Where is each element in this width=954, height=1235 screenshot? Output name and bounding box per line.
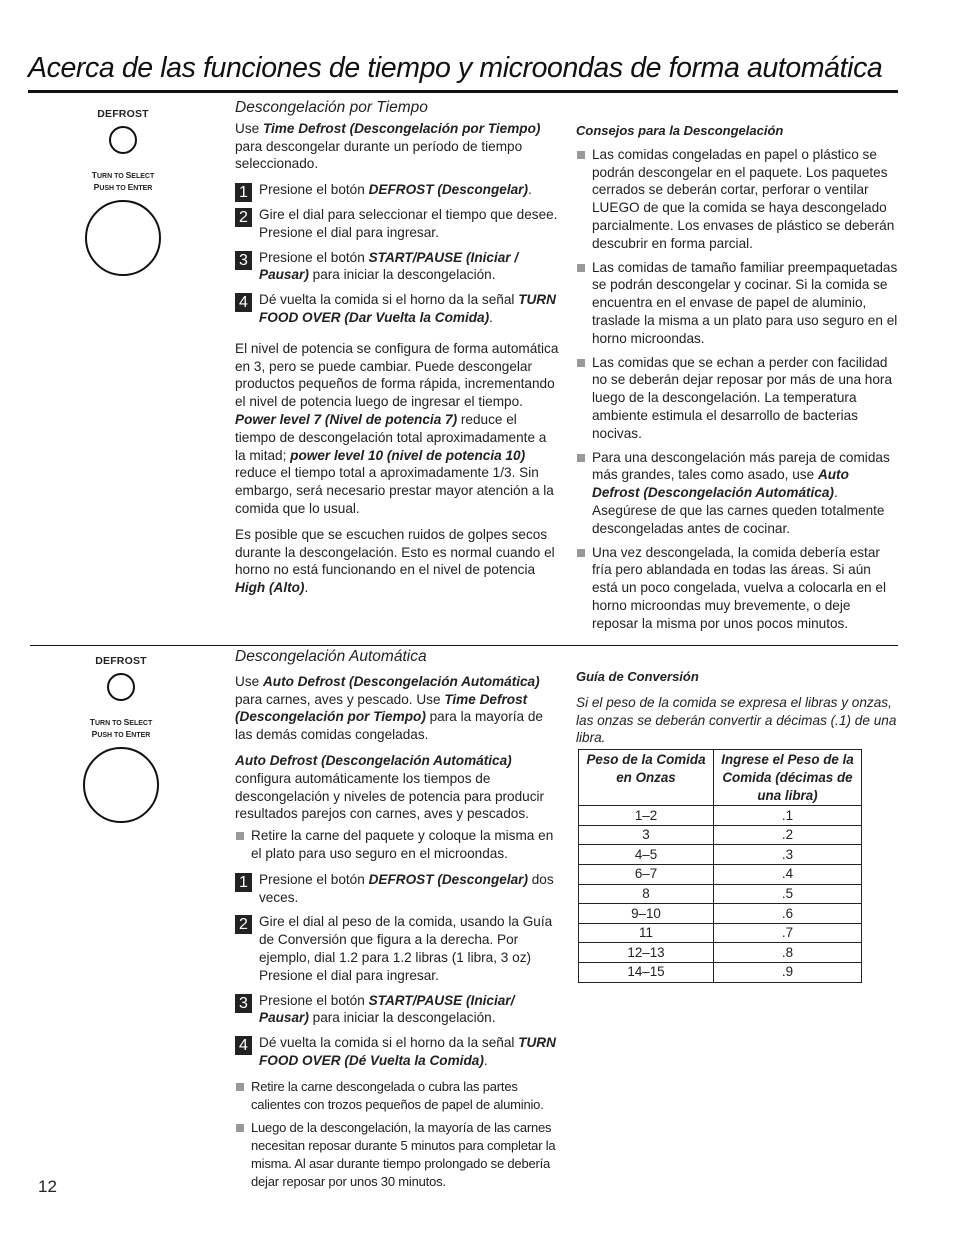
defrost-label: DEFROST <box>95 655 147 667</box>
table-row: 14–15 .9 <box>579 962 862 982</box>
table-row: 12–13 .8 <box>579 943 862 963</box>
conversion-heading: Guía de Conversión <box>576 669 699 684</box>
auto-defrost-bullet: Luego de la descongelación, la mayoría de las carnes necesitan reposar durante 5 minutos para completar la misma. Al asar durante tiempo prolongado se debería dejar reposar por unos 30 minutos. <box>235 1119 560 1190</box>
section-divider <box>30 645 898 646</box>
auto-defrost-bullet: Retire la carne del paquete y coloque la misma en el plato para uso seguro en el microondas. <box>235 827 560 863</box>
page-number: 12 <box>38 1177 57 1196</box>
dial-label: TURN TO SELECT PUSH TO ENTER <box>89 717 153 739</box>
table-row: 1–2 .1 <box>579 806 862 826</box>
time-defrost-heading: Descongelación por Tiempo <box>235 99 428 116</box>
dial-icon <box>85 200 161 276</box>
defrost-button-icon <box>109 126 137 154</box>
control-panel-auto-defrost <box>78 655 164 823</box>
time-defrost-section <box>235 99 560 605</box>
auto-defrost-step: 3 Presione el botón START/PAUSE (Iniciar/ Pausar) para iniciar la descongelación. <box>235 992 560 1028</box>
noise-paragraph: Es posible que se escuchen ruidos de golpes secos durante la descongelación. Esto es normal cuando el horno no está funcionando en el nivel de potencia High (Alto). <box>235 526 555 596</box>
tip-item: Las comidas de tamaño familiar preempaquetadas se podrán descongelar y cocinar. Si la comida se encuentra en el envase de papel de aluminio, traslade la misma a un plato para uso seguro en el horno microondas. <box>576 259 898 348</box>
auto-defrost-description: Auto Defrost (Descongelación Automática) configura automáticamente los tiempos de descongelación y niveles de potencia para producir resultados parejos con carnes, aves y pescados. <box>235 752 545 822</box>
time-defrost-step: 2 Gire el dial para seleccionar el tiempo que desee. Presione el dial para ingresar. <box>235 206 560 242</box>
control-panel-time-defrost <box>80 108 166 276</box>
table-row: 11 .7 <box>579 923 862 943</box>
dial-icon <box>83 747 159 823</box>
title-rule <box>28 90 898 93</box>
conversion-note: Si el peso de la comida se expresa el libras y onzas, las onzas se deberán convertir a décimas (.1) de una libra. <box>576 694 897 746</box>
tip-item: Las comidas que se echan a perder con facilidad no se deberán dejar reposar por más de una hora luego de la descongelación. La temperatura ambiente estimula el desarrollo de bacterias nocivas. <box>576 354 898 443</box>
auto-defrost-step: 4 Dé vuelta la comida si el horno da la señal TURN FOOD OVER (Dé Vuelta la Comida). <box>235 1034 560 1070</box>
table-row: 8 .5 <box>579 884 862 904</box>
tip-item: Las comidas congeladas en papel o plástico se podrán descongelar en el paquete. Los paquetes cerrados se deberán cortar, perforar o ventilar LUEGO de que la comida se haya descongelado parcialmente. Los envases de plástico se deberán descubrir en forma parcial. <box>576 146 898 253</box>
auto-defrost-intro: Use Auto Defrost (Descongelación Automática) para carnes, aves y pescado. Use Time Defrost (Descongelación por Tiempo) para la mayoría de las demás comidas congeladas. <box>235 673 543 743</box>
page-title: Acerca de las funciones de tiempo y microondas de forma automática <box>28 52 883 84</box>
auto-defrost-section <box>235 648 560 1197</box>
time-defrost-step: 1 Presione el botón DEFROST (Descongelar). <box>235 181 560 199</box>
tip-item: Para una descongelación más pareja de comidas más grandes, tales como asado, use Auto Defrost (Descongelación Automática). Asegúrese de que las carnes queden totalmente descongeladas antes de cocinar. <box>576 449 898 538</box>
tips-heading: Consejos para la Descongelación <box>576 123 784 138</box>
defrost-label: DEFROST <box>97 108 149 120</box>
table-row: 4–5 .3 <box>579 845 862 865</box>
time-defrost-intro: Use Time Defrost (Descongelación por Tiempo) para descongelar durante un período de tiempo seleccionado. <box>235 120 541 172</box>
auto-defrost-heading: Descongelación Automática <box>235 648 427 665</box>
table-header-row <box>579 750 862 806</box>
defrost-button-icon <box>107 673 135 701</box>
power-level-paragraph: El nivel de potencia se configura de forma automática en 3, pero se puede cambiar. Puede descongelar productos pequeños de forma rápida, incrementando el nivel de potencia luego de ingresar el tiempo. Power level 7 (Nivel de potencia 7) reduce el tiempo de descongelación total aproximadamente a la mitad; power level 10 (nivel de potencia 10) reduce el tiempo total a aproximadamente 1/3. Sin embargo, será necesario prestar mayor atención a la comida que lo usual. <box>235 340 559 516</box>
table-row: 6–7 .4 <box>579 864 862 884</box>
defrost-tips-section <box>576 122 898 639</box>
conversion-guide-section <box>576 668 898 983</box>
table-row: 9–10 .6 <box>579 904 862 924</box>
time-defrost-step: 3 Presione el botón START/PAUSE (Iniciar / Pausar) para iniciar la descongelación. <box>235 249 560 285</box>
auto-defrost-step: 1 Presione el botón DEFROST (Descongelar) dos veces. <box>235 871 560 907</box>
auto-defrost-step: 2 Gire el dial al peso de la comida, usando la Guía de Conversión que figura a la derecha. Por ejemplo, dial 1.2 para 1.2 libras (1 libra, 3 oz) Presione el dial para ingresar. <box>235 913 560 984</box>
dial-label: TURN TO SELECT PUSH TO ENTER <box>91 170 155 192</box>
table-header-ounces: Peso de la Comida en Onzas <box>579 750 714 806</box>
table-row: 3 .2 <box>579 825 862 845</box>
time-defrost-step: 4 Dé vuelta la comida si el horno da la señal TURN FOOD OVER (Dar Vuelta la Comida). <box>235 291 560 327</box>
tip-item: Una vez descongelada, la comida debería estar fría pero ablandada en todas las áreas. Si aún está un poco congelada, vuelva a colocarla en el horno microondas muy brevemente, o deje reposar la misma por unos pocos minutos. <box>576 544 898 633</box>
table-header-tenths: Ingrese el Peso de la Comida (décimas de una libra) <box>714 750 862 806</box>
auto-defrost-bullet: Retire la carne descongelada o cubra las partes calientes con trozos pequeños de papel de aluminio. <box>235 1078 560 1114</box>
conversion-table <box>578 749 862 982</box>
